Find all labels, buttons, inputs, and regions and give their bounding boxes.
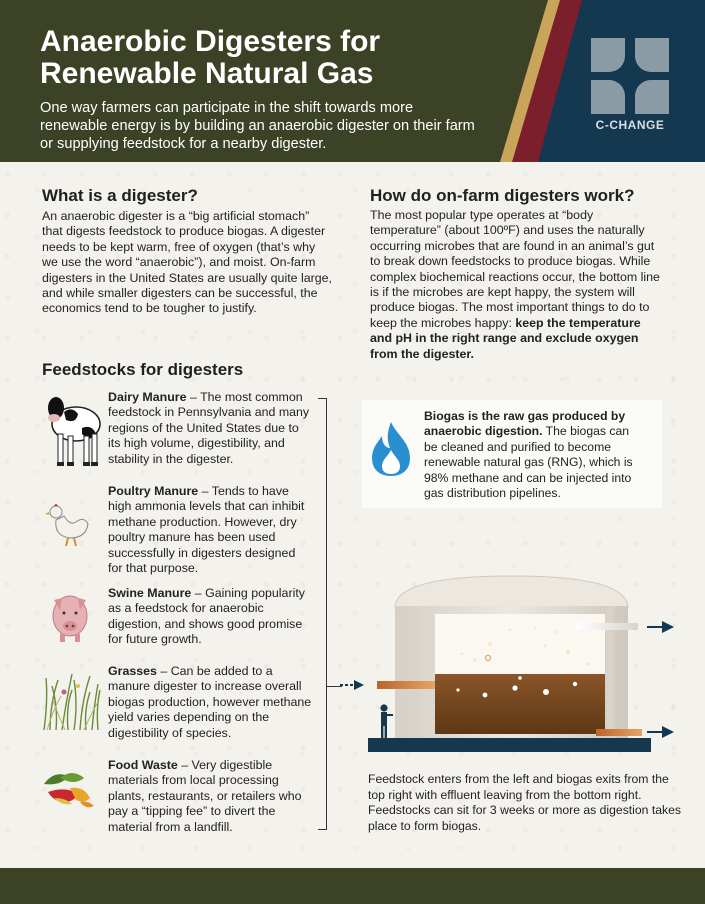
grass-icon	[40, 670, 102, 732]
pig-icon	[46, 588, 94, 644]
digester-dome	[395, 576, 628, 608]
feedstocks-heading: Feedstocks for digesters	[42, 360, 244, 379]
how-work-bold: keep the temperature and pH in the right range and exclude oxygen from the digester.	[370, 315, 641, 361]
feedstock-name: Grasses	[108, 664, 157, 678]
feedstock-inlet-pipe	[377, 681, 435, 689]
feedstock-name: Food Waste	[108, 758, 178, 772]
digester-base	[368, 738, 651, 752]
feedstock-desc: – Tends to have high ammonia levels that can inhibit methane production. However, dry poultry manure has been used successfully in digesters designed for that purpose.	[108, 484, 305, 576]
page-subtitle: One way farmers can participate in the shift towards more renewable energy is by building an anaerobic digester on their farm or supplying feedstock for a nearby digester.	[40, 100, 475, 152]
how-work-heading: How do on-farm digesters work?	[370, 186, 635, 205]
footer-bar	[0, 868, 705, 904]
digester-sludge	[435, 674, 605, 734]
feedstock-desc: – Can be added to a manure digester to increase overall biogas production, however methane yield varies depending on the digestibility of species.	[108, 664, 312, 740]
effluent-outlet-pipe	[596, 729, 642, 736]
food-waste-icon	[40, 768, 98, 810]
logo-wordmark: C-CHANGE	[595, 118, 665, 132]
feedstock-name: Swine Manure	[108, 586, 192, 600]
what-is-text: An anaerobic digester is a “big artificial stomach” that digests feedstock to produce biogas. A digester needs to be kept warm, free of oxygen (that’s why we use the word “anaerobic”), and moist. On-farm digesters in the United States are usually quite large, and while smaller digesters can be successful, the economics tend to be tougher to justify.	[42, 209, 332, 316]
header-banner	[0, 0, 705, 162]
person-silhouette	[380, 704, 393, 738]
page-title: Anaerobic Digesters for Renewable Natural Gas	[40, 25, 381, 90]
biogas-outlet-pipe	[576, 623, 638, 630]
list-item-poultry	[108, 484, 313, 576]
feedstock-desc: – Very digestible materials from local processing plants, restaurants, or retailers who pay a “tipping fee” to divert the material from a landfill.	[108, 758, 302, 834]
inlet-arrow-icon	[354, 680, 364, 690]
list-item-dairy	[108, 390, 313, 467]
list-item-swine	[108, 586, 313, 648]
cow-icon	[42, 388, 104, 470]
digester-diagram	[340, 570, 685, 760]
diagram-caption: Feedstock enters from the left and biogas exits from the top right with effluent leaving from the bottom right. Feedstocks can sit for 3 weeks or more as digestion takes place to form biogas.	[368, 772, 681, 833]
list-item-food-waste	[108, 758, 313, 835]
what-is-heading: What is a digester?	[42, 186, 198, 205]
how-work-body: The most popular type operates at “body temperature” (about 100ºF) and uses the naturally occurring microbes that are found in an animal’s gut to break down feedstocks to produce biogas. While complex biochemical reactions occur, the bottom line is if the microbes are kept happy, the system will produce biogas. The most important things to do to keep the microbes happy:	[370, 208, 660, 330]
feedstock-desc: – Gaining popularity as a feedstock for anaerobic digestion, and shows good promise for future growth.	[108, 586, 305, 647]
biogas-arrow-icon	[662, 621, 674, 633]
chicken-icon	[44, 498, 94, 548]
how-work-text	[370, 208, 665, 362]
feedstock-name: Dairy Manure	[108, 390, 187, 404]
list-item-grasses	[108, 664, 313, 741]
feedstock-name: Poultry Manure	[108, 484, 199, 498]
feedstock-bracket	[318, 398, 327, 830]
feedstock-desc: – The most common feedstock in Pennsylvania and many regions of the United States due to its high volume, digestibility, and stability in the digester.	[108, 390, 310, 466]
c-change-logo-icon	[589, 36, 671, 116]
effluent-arrow-icon	[662, 726, 674, 738]
flame-icon	[366, 420, 416, 478]
biogas-body: The biogas can be cleaned and purified to become renewable natural gas (RNG), which is 98% methane and can be injected into gas distribution pipelines.	[424, 424, 633, 501]
biogas-bold: Biogas is the raw gas produced by anaerobic digestion.	[424, 409, 626, 439]
biogas-text	[424, 409, 644, 501]
